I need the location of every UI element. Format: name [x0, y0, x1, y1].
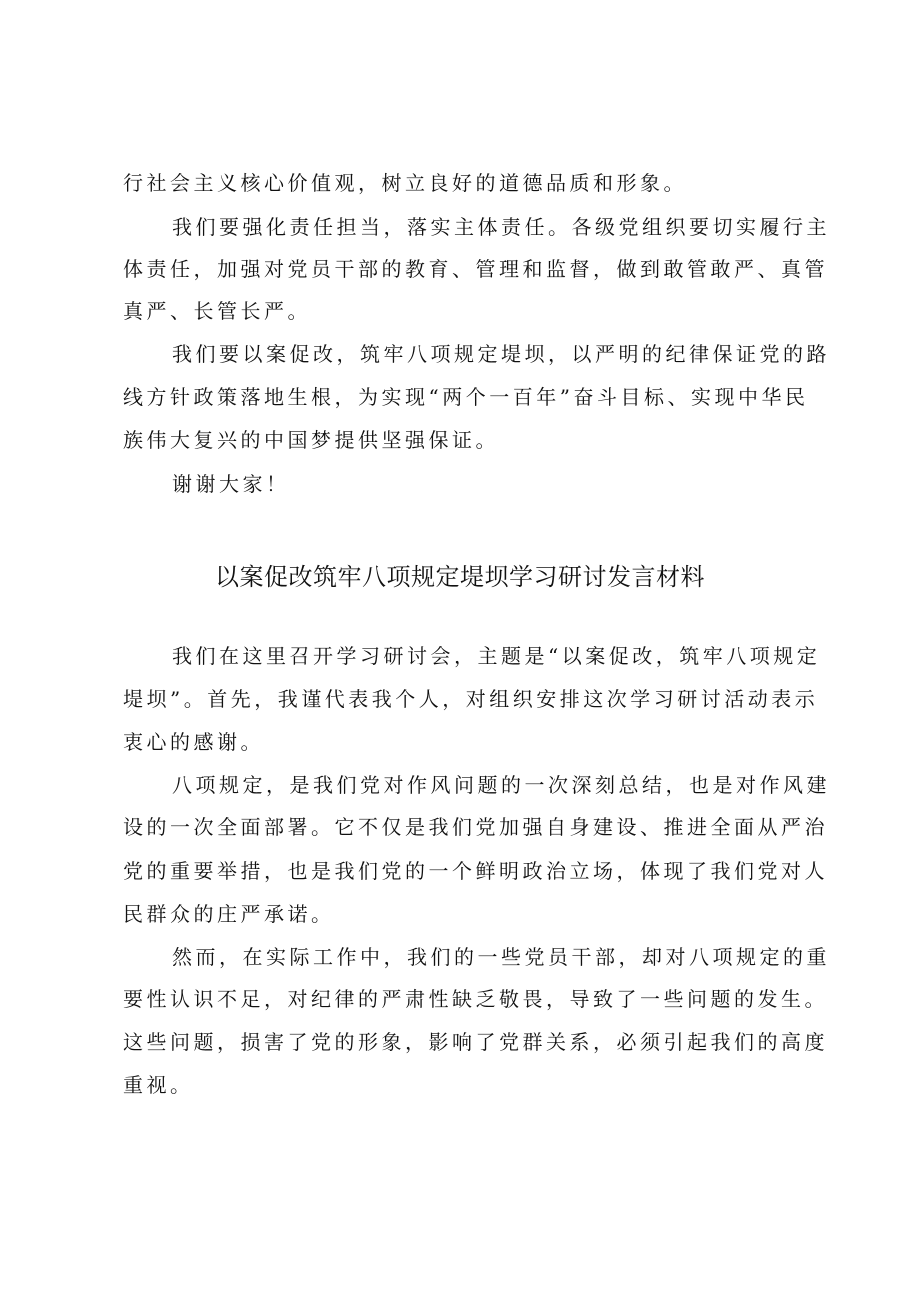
text-line: 党的重要举措，也是我们党的一个鲜明政治立场，体现了我们党对人 — [123, 859, 828, 883]
text-line: 八项规定，是我们党对作风问题的一次深刻总结，也是对作风建 — [172, 773, 830, 797]
text-line: 要性认识不足，对纪律的严肃性缺乏敬畏，导致了一些问题的发生。 — [123, 987, 828, 1011]
text-line: 我们要强化责任担当，落实主体责任。各级党组织要切实履行主 — [172, 215, 830, 239]
text-line: 行社会主义核心价值观，树立良好的道德品质和形象。 — [123, 171, 687, 195]
text-line: 我们要以案促改，筑牢八项规定堤坝，以严明的纪律保证党的路 — [172, 342, 830, 366]
text-line: 衷心的感谢。 — [123, 730, 264, 754]
text-line: 我们在这里召开学习研讨会，主题是“以案促改，筑牢八项规定 — [172, 644, 821, 668]
text-line: 体责任，加强对党员干部的教育、管理和监督，做到敢管敢严、真管 — [123, 257, 828, 281]
text-line: 设的一次全面部署。它不仅是我们党加强自身建设、推进全面从严治 — [123, 815, 828, 839]
text-line: 民群众的庄严承诺。 — [123, 902, 335, 926]
text-line: 堤坝”。首先，我谨代表我个人，对组织安排这次学习研讨活动表示 — [123, 687, 819, 711]
text-line: 线方针政策落地生根，为实现“两个一百年”奋斗目标、实现中华民 — [123, 385, 809, 409]
text-line: 族伟大复兴的中国梦提供坚强保证。 — [123, 428, 499, 452]
text-line: 然而，在实际工作中，我们的一些党员干部，却对八项规定的重 — [172, 945, 830, 969]
text-line: 这些问题，损害了党的形象，影响了党群关系，必须引起我们的高度 — [123, 1030, 828, 1054]
text-line: 重视。 — [123, 1073, 194, 1097]
text-line: 真严、长管长严。 — [123, 299, 311, 323]
text-line: 谢谢大家！ — [172, 472, 290, 496]
section-title: 以案促改筑牢八项规定堤坝学习研讨发言材料 — [215, 563, 705, 591]
